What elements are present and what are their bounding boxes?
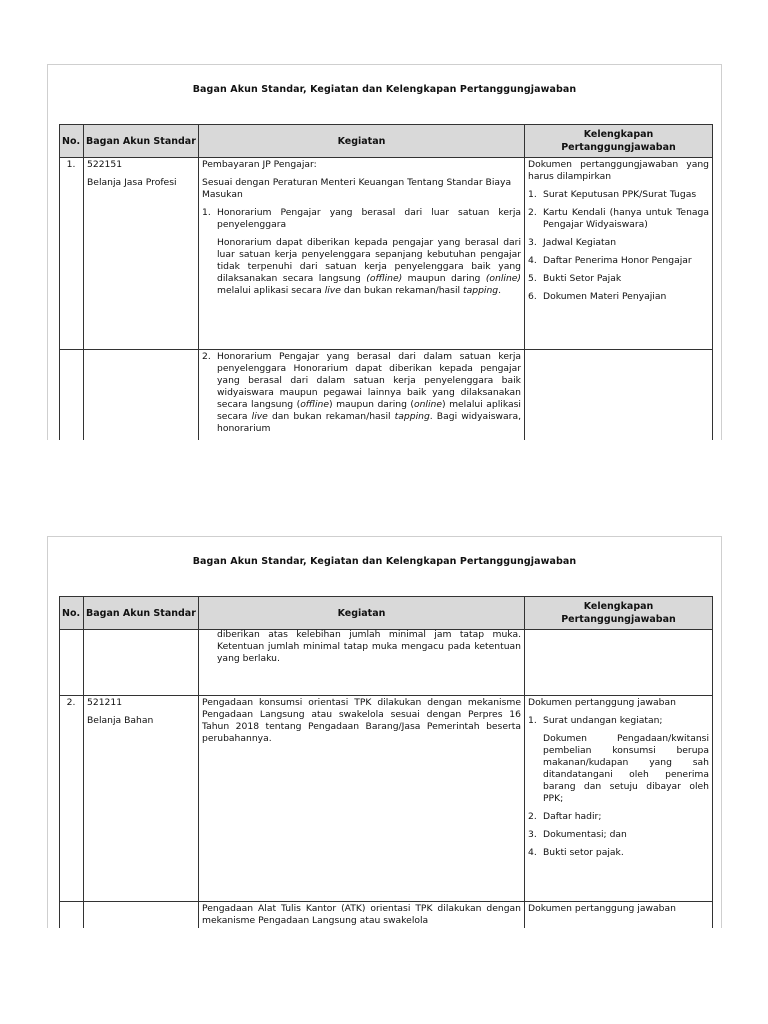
kegiatan-title: Pembayaran JP Pengajar: bbox=[202, 159, 317, 170]
document-item: 4. Daftar Penerima Honor Pengajar bbox=[528, 255, 692, 266]
document-subtext: Dokumen Pengadaan/kwitansi pembelian konsumsi berupa makanan/kudapan yang sah ditandatangani oleh penerima barang dan setuju dibayar oleh PPK; bbox=[543, 733, 709, 804]
accounts-table bbox=[59, 124, 713, 440]
kegiatan-cell: Pengadaan konsumsi orientasi TPK dilakukan dengan mekanisme Pengadaan Langsung atau swakelola sesuai dengan Perpres 16 Tahun 2018 tentang Pengadaan Barang/Jasa Pemerintah beserta perubahannya. bbox=[199, 696, 525, 902]
document-page-1 bbox=[47, 64, 722, 440]
kegiatan-cell bbox=[199, 350, 525, 441]
header-bas: Bagan Akun Standar bbox=[84, 597, 199, 630]
account-name: Belanja Bahan bbox=[87, 715, 154, 726]
accounts-table bbox=[59, 596, 713, 928]
account-cell bbox=[84, 902, 199, 929]
account-code: 522151 bbox=[87, 159, 123, 170]
table-row bbox=[60, 350, 713, 441]
document-item: 1. Surat undangan kegiatan; bbox=[528, 715, 663, 726]
header-kegiatan: Kegiatan bbox=[199, 597, 525, 630]
header-kelengkapan bbox=[525, 125, 713, 158]
table-row bbox=[60, 158, 713, 350]
table-header-row bbox=[60, 597, 713, 630]
header-kelengkapan bbox=[525, 597, 713, 630]
table-row bbox=[60, 696, 713, 902]
account-cell bbox=[84, 350, 199, 441]
document-page-2 bbox=[47, 536, 722, 928]
kegiatan-intro: Sesuai dengan Peraturan Menteri Keuangan Tentang Standar Biaya Masukan bbox=[202, 177, 512, 200]
header-bas: Bagan Akun Standar bbox=[84, 125, 199, 158]
header-kelengkapan-line2: Pertanggungjawaban bbox=[561, 614, 676, 625]
documents-cell bbox=[525, 696, 713, 902]
kegiatan-cell: Pengadaan Alat Tulis Kantor (ATK) orientasi TPK dilakukan dengan mekanisme Pengadaan Langsung atau swakelola bbox=[199, 902, 525, 929]
document-item: 3. Dokumentasi; dan bbox=[528, 829, 627, 840]
document-item: 4. Bukti setor pajak. bbox=[528, 847, 624, 858]
document-item: 2. Daftar hadir; bbox=[528, 811, 602, 822]
document-item: 5. Bukti Setor Pajak bbox=[528, 273, 622, 284]
page-title: Bagan Akun Standar, Kegiatan dan Kelengkapan Pertanggungjawaban bbox=[192, 84, 577, 95]
account-cell bbox=[84, 696, 199, 902]
header-kegiatan: Kegiatan bbox=[199, 125, 525, 158]
header-no: No. bbox=[60, 597, 84, 630]
account-name: Belanja Jasa Profesi bbox=[87, 177, 177, 188]
header-no: No. bbox=[60, 125, 84, 158]
kegiatan-cell bbox=[199, 158, 525, 350]
documents-cell: Dokumen pertanggung jawaban bbox=[525, 902, 713, 929]
row-number: 1. bbox=[60, 158, 84, 350]
row-number bbox=[60, 350, 84, 441]
kegiatan-item: 2. Honorarium Pengajar yang berasal dari dalam satuan kerja penyelenggara Honorarium dapat diberikan kepada pengajar yang berasal dari dalam satuan kerja penyelenggara baik widyaiswara maupun pegawai lainnya baik yang dilaksanakan secara langsung (offline) maupun daring (online) melalui aplikasi secara live dan bukan rekaman/hasil tapping. Bagi widyaiswara, honorarium bbox=[202, 351, 522, 434]
documents-intro: Dokumen pertanggung jawaban bbox=[528, 697, 676, 708]
document-item: 6. Dokumen Materi Penyajian bbox=[528, 291, 667, 302]
continued-text: diberikan atas kelebihan jumlah minimal jam tatap muka. Ketentuan jumlah minimal tatap muka mengacu pada ketentuan yang berlaku. bbox=[217, 629, 521, 664]
documents-cell bbox=[525, 350, 713, 441]
item-paragraph: Honorarium dapat diberikan kepada pengajar yang berasal dari luar satuan kerja penyelenggara sepanjang kebutuhan pengajar tidak terpenuhi dari satuan kerja penyelenggara baik yang dilaksanakan secara langsung (offline) maupun daring (online) melalui aplikasi secara live dan bukan rekaman/hasil tapping. bbox=[217, 237, 522, 296]
account-code: 521211 bbox=[87, 697, 123, 708]
kegiatan-item bbox=[202, 207, 521, 231]
table-header-row bbox=[60, 125, 713, 158]
item-number: 2. bbox=[202, 351, 211, 362]
documents-intro: Dokumen pertanggungjawaban yang harus dilampirkan bbox=[528, 159, 709, 182]
documents-cell bbox=[525, 630, 713, 696]
header-kelengkapan-line1: Kelengkapan bbox=[583, 601, 654, 612]
row-number: 2. bbox=[60, 696, 84, 902]
document-item: 3. Jadwal Kegiatan bbox=[528, 237, 617, 248]
table-row bbox=[60, 630, 713, 696]
page-title: Bagan Akun Standar, Kegiatan dan Kelengkapan Pertanggungjawaban bbox=[192, 556, 577, 567]
item-number: 1. bbox=[202, 207, 211, 218]
account-cell bbox=[84, 158, 199, 350]
documents-cell bbox=[525, 158, 713, 350]
account-cell bbox=[84, 630, 199, 696]
document-item: 2. Kartu Kendali (hanya untuk Tenaga Pengajar Widyaiswara) bbox=[528, 207, 709, 230]
document-item: 1. Surat Keputusan PPK/Surat Tugas bbox=[528, 189, 697, 200]
header-kelengkapan-line1: Kelengkapan bbox=[583, 129, 654, 140]
row-number bbox=[60, 902, 84, 929]
header-kelengkapan-line2: Pertanggungjawaban bbox=[561, 142, 676, 153]
row-number bbox=[60, 630, 84, 696]
item-text: Honorarium Pengajar yang berasal dari luar satuan kerja penyelenggara bbox=[217, 207, 521, 230]
table-row bbox=[60, 902, 713, 929]
kegiatan-cell bbox=[199, 630, 525, 696]
